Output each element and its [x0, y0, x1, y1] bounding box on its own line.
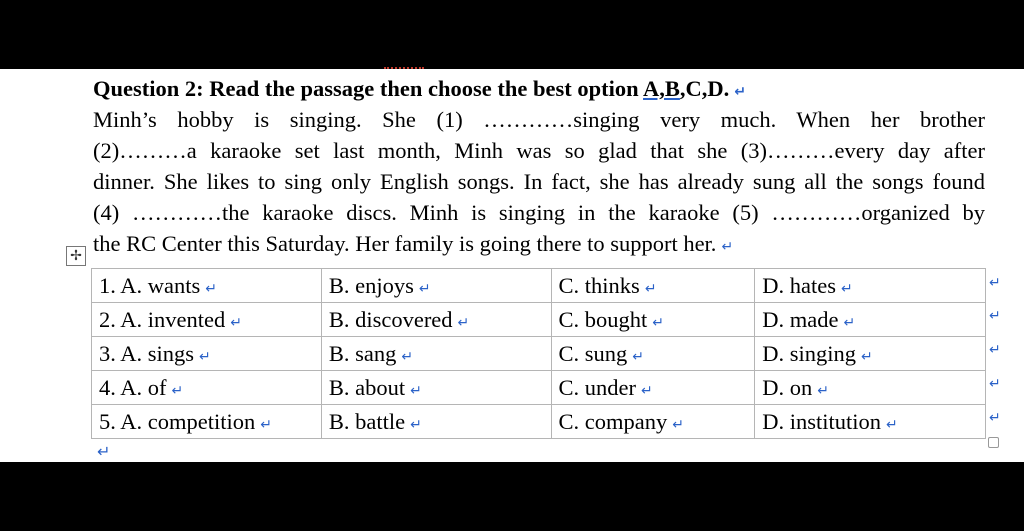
- paragraph-mark-icon: ↵: [205, 280, 217, 297]
- row-end-mark-icon: ↵: [989, 275, 1001, 291]
- table-cell[interactable]: [321, 405, 551, 439]
- paragraph-mark-icon: ↵: [632, 348, 645, 365]
- option-text: C. under: [558, 374, 637, 400]
- table-cell[interactable]: [321, 303, 551, 337]
- row-end-mark-icon: ↵: [989, 376, 1001, 392]
- paragraph-mark-icon: ↵: [734, 84, 747, 100]
- passage-line-5-text: the RC Center this Saturday. Her family is going there to support her.: [93, 231, 717, 256]
- paragraph-mark-icon: ↵: [652, 314, 665, 331]
- option-text: C. sung: [558, 340, 628, 366]
- table-cell[interactable]: [92, 371, 322, 405]
- paragraph-mark-icon: ↵: [418, 280, 431, 297]
- table-cell[interactable]: [551, 337, 755, 371]
- paragraph-mark-icon: ↵: [817, 382, 830, 399]
- paragraph-mark-icon: ↵: [260, 416, 272, 433]
- paragraph-mark-icon: ↵: [410, 382, 422, 399]
- option-text: B. sang: [328, 340, 397, 366]
- option-text: D. on: [762, 374, 813, 400]
- option-text: C. bought: [558, 306, 648, 332]
- paragraph-mark-icon: ↵: [721, 239, 734, 255]
- option-text: D. singing: [762, 340, 857, 366]
- question-title: [93, 75, 993, 106]
- option-text: B. enjoys: [328, 272, 414, 298]
- table-cell[interactable]: [551, 371, 755, 405]
- paragraph-mark-icon: ↵: [841, 280, 853, 297]
- paragraph-mark-icon: ↵: [401, 348, 414, 365]
- paragraph-mark-icon: ↵: [457, 314, 470, 331]
- table-cell[interactable]: [755, 303, 986, 337]
- paragraph-mark-icon: ↵: [644, 280, 657, 297]
- paragraph-mark-icon: ↵: [171, 382, 184, 399]
- table-cell[interactable]: [321, 337, 551, 371]
- table-row: [92, 371, 986, 405]
- paragraph-mark-icon: ↵: [886, 416, 898, 433]
- paragraph-mark-icon: ↵: [230, 314, 242, 331]
- paragraph-mark-icon: ↵: [672, 416, 684, 433]
- paragraph-mark-icon: ↵: [861, 348, 873, 365]
- row-end-mark-icon: ↵: [989, 410, 1001, 426]
- passage-line-1: Minh’s hobby is singing. She (1) …………singing very much. When her brother: [93, 107, 985, 132]
- passage-line-2: (2)………a karaoke set last month, Minh was so glad that she (3)………every day after: [93, 138, 985, 163]
- passage: [93, 104, 985, 259]
- passage-line-3: dinner. She likes to sing only English songs. In fact, she has already sung all the songs found: [93, 169, 985, 194]
- passage-line-5: [93, 228, 985, 259]
- title-options-rest: ,C,D.: [679, 76, 730, 101]
- table-resize-handle[interactable]: [988, 437, 999, 448]
- option-text: B. battle: [328, 408, 406, 434]
- option-text: 4. A. of: [99, 374, 167, 400]
- table-row: [92, 337, 986, 371]
- table-cell[interactable]: [755, 405, 986, 439]
- table-row: [92, 405, 986, 439]
- option-text: C. company: [558, 408, 668, 434]
- table-move-handle-icon[interactable]: ✢: [66, 246, 86, 266]
- table-cell[interactable]: [92, 303, 322, 337]
- passage-line-4: (4) …………the karaoke discs. Minh is singing in the karaoke (5) …………organized by: [93, 200, 985, 225]
- paragraph-mark-icon: ↵: [410, 416, 422, 433]
- option-text: B. discovered: [328, 306, 453, 332]
- paragraph-mark-icon: ↵: [97, 442, 111, 461]
- option-text: D. institution: [762, 408, 882, 434]
- table-cell[interactable]: [755, 371, 986, 405]
- table-cell[interactable]: [551, 405, 755, 439]
- table-cell[interactable]: [92, 337, 322, 371]
- title-options-underlined: A,B: [643, 76, 680, 101]
- paragraph-mark-icon: ↵: [199, 348, 211, 365]
- table-row: [92, 269, 986, 303]
- table-cell[interactable]: [92, 405, 322, 439]
- table-cell[interactable]: [551, 303, 755, 337]
- option-text: B. about: [328, 374, 406, 400]
- table-cell[interactable]: [92, 269, 322, 303]
- table-cell[interactable]: [755, 337, 986, 371]
- option-text: D. made: [762, 306, 839, 332]
- title-text: Question 2: Read the passage then choose the best option: [93, 76, 644, 101]
- option-text: 2. A. invented: [99, 306, 226, 332]
- table-cell[interactable]: [551, 269, 755, 303]
- table-cell[interactable]: [321, 371, 551, 405]
- table-row: [92, 303, 986, 337]
- option-text: D. hates: [762, 272, 837, 298]
- option-text: C. thinks: [558, 272, 640, 298]
- paragraph-mark-icon: ↵: [843, 314, 856, 331]
- option-text: 1. A. wants: [99, 272, 201, 298]
- row-end-mark-icon: ↵: [989, 342, 1001, 358]
- row-end-mark-icon: ↵: [989, 308, 1001, 324]
- table-cell[interactable]: [321, 269, 551, 303]
- options-table: [91, 268, 986, 439]
- option-text: 5. A. competition: [99, 408, 256, 434]
- paragraph-mark-icon: ↵: [641, 382, 653, 399]
- table-cell[interactable]: [755, 269, 986, 303]
- option-text: 3. A. sings: [99, 340, 195, 366]
